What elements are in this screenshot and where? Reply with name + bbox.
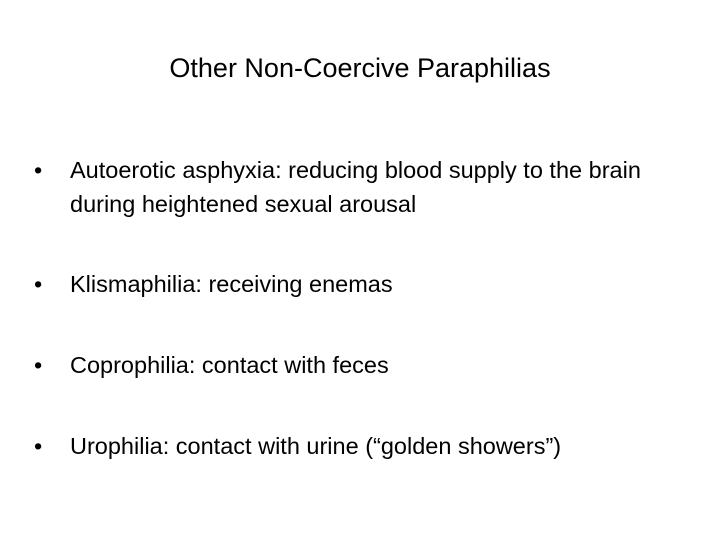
bullet-item [30, 153, 650, 221]
bullet-icon: • [34, 271, 43, 297]
bullet-item [30, 267, 690, 301]
bullet-item [30, 348, 690, 382]
bullet-icon: • [34, 352, 43, 378]
bullet-text: Autoerotic asphyxia: reducing blood supply to the brain during heightened sexual arousal [70, 157, 641, 217]
bullet-text: Klismaphilia: receiving enemas [70, 271, 393, 297]
slide-title: Other Non-Coercive Paraphilias [169, 53, 551, 83]
bullet-icon: • [34, 157, 43, 183]
bullet-text: Coprophilia: contact with feces [70, 352, 389, 378]
bullet-text: Urophilia: contact with urine (“golden showers”) [70, 433, 562, 459]
bullet-item [30, 429, 690, 463]
bullet-icon: • [34, 433, 43, 459]
